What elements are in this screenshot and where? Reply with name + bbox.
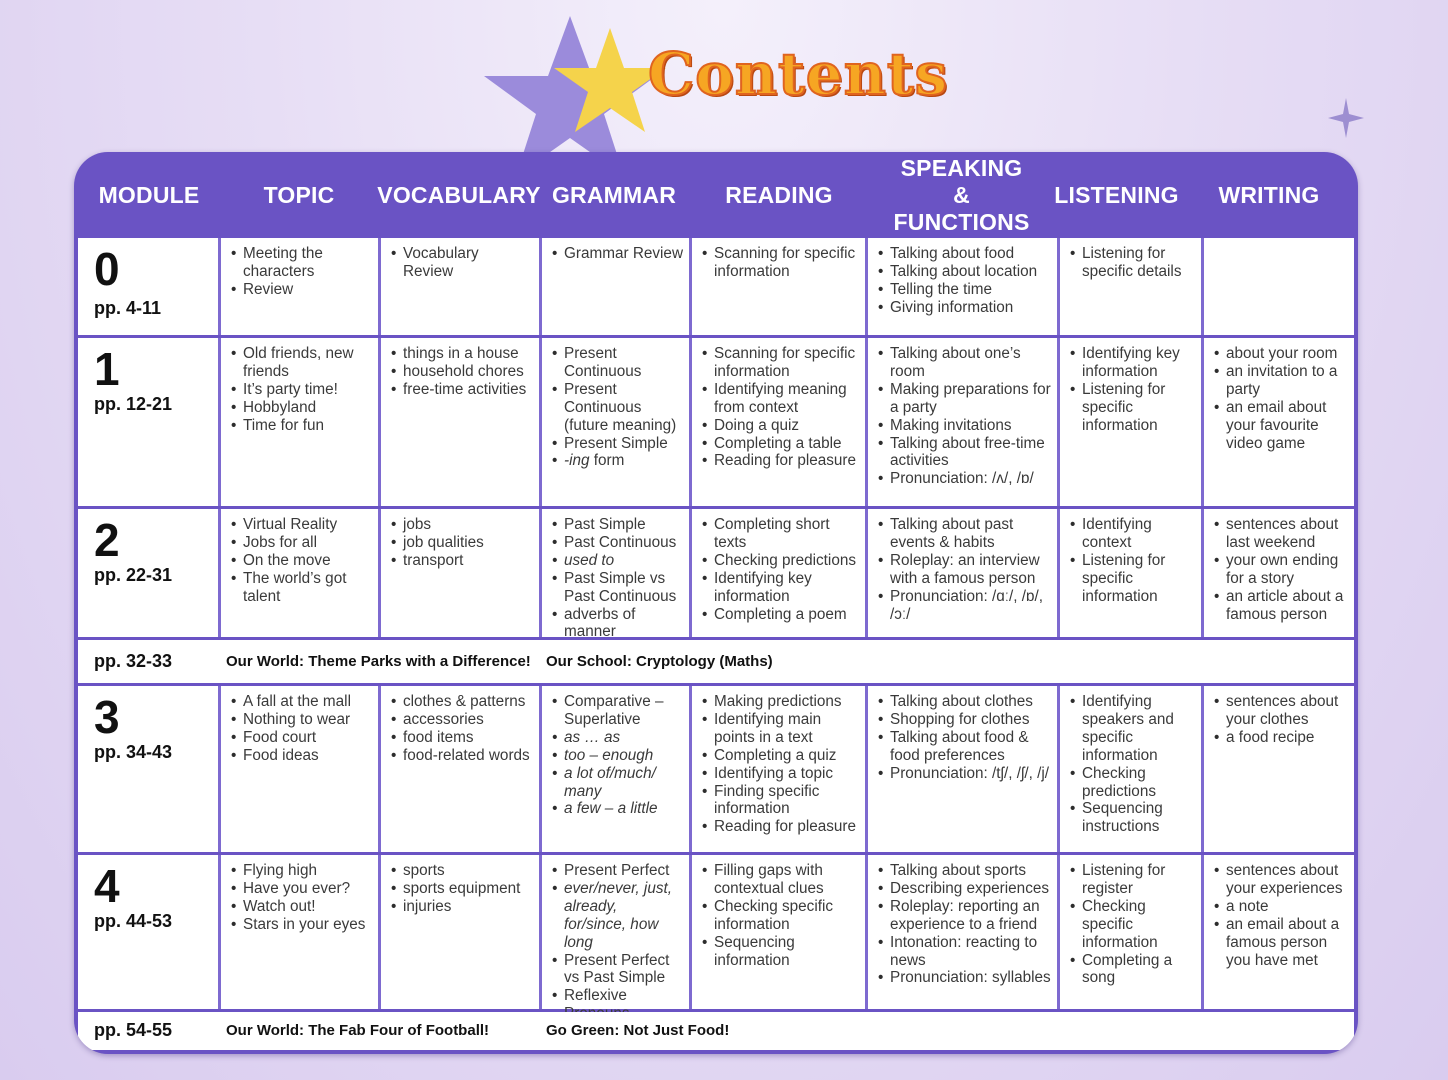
list-item: • Completing a table: [704, 435, 859, 453]
topic-cell: [221, 338, 381, 506]
speaking-cell: [868, 509, 1060, 637]
module-number: 0: [94, 243, 120, 295]
reading-list: [692, 693, 859, 836]
writing-cell: [1204, 338, 1354, 506]
list-item: • Hobbyland: [233, 399, 372, 417]
writing-cell: [1204, 509, 1354, 637]
listening-list: [1060, 345, 1195, 435]
list-item: • used to: [554, 552, 683, 570]
list-item: • Present Perfect vs Past Simple: [554, 952, 683, 988]
module-pages: pp. 44-53: [94, 911, 173, 931]
grammar-cell: [542, 509, 692, 641]
list-item: • Talking about one’s room: [880, 345, 1051, 381]
writing-list: [1204, 516, 1348, 623]
writing-list: [1204, 693, 1348, 747]
topic-list: [221, 516, 372, 606]
listening-list: [1060, 693, 1195, 836]
list-item: • a food recipe: [1216, 729, 1348, 747]
reading-cell: [692, 686, 868, 852]
list-item: • Talking about location: [880, 263, 1051, 281]
page-title: Contents: [648, 40, 949, 108]
list-item: • free-time activities: [393, 381, 533, 399]
list-item: • an invitation to a party: [1216, 363, 1348, 399]
grammar-list: [542, 245, 683, 263]
module-number: 1: [94, 343, 120, 395]
list-item: • Completing a poem: [704, 606, 859, 624]
list-item: • On the move: [233, 552, 372, 570]
list-item: • Present Perfect: [554, 862, 683, 880]
list-item: • Talking about past events & habits: [880, 516, 1051, 552]
speaking-cell: [868, 238, 1060, 335]
speaking-list: [868, 345, 1051, 488]
module-cell: [78, 238, 221, 335]
reading-cell: [692, 338, 868, 506]
list-item: • a few – a little: [554, 800, 683, 818]
list-item: • Completing a quiz: [704, 747, 859, 765]
list-item: • jobs: [393, 516, 533, 534]
list-item: • Identifying context: [1072, 516, 1195, 552]
list-item: • A fall at the mall: [233, 693, 372, 711]
listening-list: [1060, 516, 1195, 606]
list-item: • sports: [393, 862, 533, 880]
list-item: • Talking about free-time activities: [880, 435, 1051, 471]
speaking-list: [868, 862, 1051, 987]
list-item: • Talking about sports: [880, 862, 1051, 880]
header-topic: TOPIC: [263, 181, 335, 208]
list-item: • Have you ever?: [233, 880, 372, 898]
list-item: • Scanning for specific information: [704, 245, 859, 281]
list-item: • Watch out!: [233, 898, 372, 916]
extra-row: [78, 640, 1354, 683]
vocabulary-list: [381, 245, 533, 281]
speaking-cell: [868, 686, 1060, 852]
module-pages: pp. 22-31: [94, 565, 173, 585]
vocabulary-list: [381, 693, 533, 765]
list-item: • Talking about food: [880, 245, 1051, 263]
list-item: • Stars in your eyes: [233, 916, 372, 934]
topic-list: [221, 245, 372, 299]
module-cell: [78, 855, 221, 1009]
reading-list: [692, 516, 859, 623]
list-item: • Filling gaps with contextual clues: [704, 862, 859, 898]
list-item: • Checking predictions: [1072, 765, 1195, 801]
list-item: • ever/never, just, already, for/since, how long: [554, 880, 683, 952]
list-item: • transport: [393, 552, 533, 570]
module-row-2: [78, 509, 1354, 641]
list-item: • Telling the time: [880, 281, 1051, 299]
list-item: • Making preparations for a party: [880, 381, 1051, 417]
list-item: • Old friends, new friends: [233, 345, 372, 381]
grammar-list: [542, 693, 683, 818]
vocabulary-cell: [381, 238, 542, 335]
topic-cell: [221, 855, 381, 1009]
list-item: • Sequencing information: [704, 934, 859, 970]
list-item: • Grammar Review: [554, 245, 683, 263]
list-item: • Sequencing instructions: [1072, 800, 1195, 836]
list-item: • Comparative – Superlative: [554, 693, 683, 729]
extra-row: [78, 1012, 1354, 1050]
list-item: • Making invitations: [880, 417, 1051, 435]
header-listening: LISTENING: [1054, 181, 1179, 208]
list-item: • sentences about your clothes: [1216, 693, 1348, 729]
list-item: • Food ideas: [233, 747, 372, 765]
vocabulary-cell: [381, 855, 542, 1009]
list-item: • Intonation: reacting to news: [880, 934, 1051, 970]
list-item: • a lot of/much/ many: [554, 765, 683, 801]
vocabulary-list: [381, 345, 533, 399]
header-vocabulary: VOCABULARY: [377, 181, 541, 208]
list-item: • -ing form: [554, 452, 683, 470]
writing-list: [1204, 345, 1348, 452]
list-item: • job qualities: [393, 534, 533, 552]
module-cell: [78, 509, 221, 637]
reading-cell: [692, 509, 868, 637]
extra-item: Our World: Theme Parks with a Difference!: [226, 652, 531, 670]
list-item: • Review: [233, 281, 372, 299]
header-grammar: GRAMMAR: [551, 181, 677, 208]
list-item: • Checking predictions: [704, 552, 859, 570]
reading-list: [692, 862, 859, 969]
header-module: MODULE: [98, 181, 200, 208]
header-speaking: SPEAKING & FUNCTIONS: [893, 154, 1030, 235]
grammar-cell: [542, 855, 692, 1009]
module-pages: pp. 12-21: [94, 394, 173, 414]
writing-cell: [1204, 238, 1354, 335]
list-item: • accessories: [393, 711, 533, 729]
list-item: • Making predictions: [704, 693, 859, 711]
topic-cell: [221, 686, 381, 852]
module-number: 3: [94, 691, 120, 743]
reading-cell: [692, 238, 868, 335]
list-item: • a note: [1216, 898, 1348, 916]
reading-cell: [692, 855, 868, 1009]
list-item: • Meeting the characters: [233, 245, 372, 281]
list-item: • Doing a quiz: [704, 417, 859, 435]
header-writing: WRITING: [1218, 181, 1320, 208]
writing-list: [1204, 862, 1348, 969]
listening-cell: [1060, 509, 1204, 637]
list-item: • Shopping for clothes: [880, 711, 1051, 729]
topic-list: [221, 345, 372, 435]
extra-item: Our School: Cryptology (Maths): [546, 652, 773, 670]
list-item: • your own ending for a story: [1216, 552, 1348, 588]
list-item: • Present Simple: [554, 435, 683, 453]
listening-list: [1060, 245, 1195, 281]
listening-cell: [1060, 338, 1204, 506]
extra-pages: pp. 32-33: [94, 650, 173, 671]
list-item: • things in a house: [393, 345, 533, 363]
list-item: • Pronunciation: syllables: [880, 969, 1051, 987]
vocabulary-list: [381, 862, 533, 916]
list-item: • Talking about clothes: [880, 693, 1051, 711]
list-item: • Listening for specific information: [1072, 381, 1195, 435]
topic-list: [221, 862, 372, 934]
grammar-cell: [542, 338, 692, 506]
extra-pages: pp. 54-55: [94, 1020, 173, 1040]
grammar-list: [542, 862, 683, 1023]
list-item: • Roleplay: an interview with a famous person: [880, 552, 1051, 588]
vocabulary-cell: [381, 686, 542, 852]
extra-item: Go Green: Not Just Food!: [546, 1022, 730, 1039]
list-item: • sports equipment: [393, 880, 533, 898]
module-row-3: [78, 686, 1354, 852]
list-item: • Completing a song: [1072, 952, 1195, 988]
listening-cell: [1060, 686, 1204, 852]
list-item: • too – enough: [554, 747, 683, 765]
speaking-list: [868, 516, 1051, 623]
list-item: • an email about a famous person you have met: [1216, 916, 1348, 970]
listening-list: [1060, 862, 1195, 987]
list-item: • Roleplay: reporting an experience to a friend: [880, 898, 1051, 934]
list-item: • Identifying speakers and specific information: [1072, 693, 1195, 765]
list-item: • Pronunciation: /ɑː/, /ɒ/, /ɔː/: [880, 588, 1051, 624]
listening-cell: [1060, 855, 1204, 1009]
list-item: • an email about your favourite video game: [1216, 399, 1348, 453]
list-item: • food items: [393, 729, 533, 747]
list-item: • Listening for specific details: [1072, 245, 1195, 281]
list-item: • Identifying key information: [704, 570, 859, 606]
list-item: • Scanning for specific information: [704, 345, 859, 381]
module-pages: pp. 34-43: [94, 742, 173, 762]
list-item: • Nothing to wear: [233, 711, 372, 729]
list-item: • Reading for pleasure: [704, 452, 859, 470]
module-number: 2: [94, 514, 120, 566]
speaking-list: [868, 245, 1051, 317]
speaking-list: [868, 693, 1051, 783]
module-row-0: [78, 238, 1354, 335]
module-number: 4: [94, 860, 120, 912]
list-item: • injuries: [393, 898, 533, 916]
list-item: • Present Continuous: [554, 345, 683, 381]
vocabulary-cell: [381, 338, 542, 506]
list-item: • Pronunciation: /tʃ/, /ʃ/, /j/: [880, 765, 1051, 783]
list-item: • Past Simple: [554, 516, 683, 534]
speaking-cell: [868, 338, 1060, 506]
list-item: • Identifying a topic: [704, 765, 859, 783]
list-item: • about your room: [1216, 345, 1348, 363]
module-row-1: [78, 338, 1354, 506]
list-item: • Present Continuous (future meaning): [554, 381, 683, 435]
contents-table: [74, 152, 1358, 1054]
list-item: • Listening for specific information: [1072, 552, 1195, 606]
list-item: • Identifying main points in a text: [704, 711, 859, 747]
reading-list: [692, 345, 859, 470]
topic-cell: [221, 509, 381, 637]
list-item: • Describing experiences: [880, 880, 1051, 898]
list-item: • Vocabulary Review: [393, 245, 533, 281]
writing-cell: [1204, 686, 1354, 852]
list-item: • Identifying key information: [1072, 345, 1195, 381]
list-item: • Time for fun: [233, 417, 372, 435]
list-item: • Past Continuous: [554, 534, 683, 552]
module-pages: pp. 4-11: [94, 298, 162, 318]
list-item: • Giving information: [880, 299, 1051, 317]
list-item: • sentences about your experiences: [1216, 862, 1348, 898]
topic-cell: [221, 238, 381, 335]
vocabulary-list: [381, 516, 533, 570]
grammar-list: [542, 516, 683, 641]
list-item: • Food court: [233, 729, 372, 747]
list-item: • Flying high: [233, 862, 372, 880]
list-item: • Identifying meaning from context: [704, 381, 859, 417]
listening-cell: [1060, 238, 1204, 335]
list-item: • Virtual Reality: [233, 516, 372, 534]
list-item: • It’s party time!: [233, 381, 372, 399]
list-item: • Jobs for all: [233, 534, 372, 552]
list-item: • Pronunciation: /ʌ/, /ɒ/: [880, 470, 1051, 488]
list-item: • Checking specific information: [1072, 898, 1195, 952]
list-item: • Reading for pleasure: [704, 818, 859, 836]
list-item: • Finding specific information: [704, 783, 859, 819]
module-cell: [78, 686, 221, 852]
grammar-list: [542, 345, 683, 470]
writing-cell: [1204, 855, 1354, 1009]
list-item: • Reflexive: [554, 987, 683, 1023]
vocabulary-cell: [381, 509, 542, 637]
speaking-cell: [868, 855, 1060, 1009]
list-item: • as … as: [554, 729, 683, 747]
sparkle-icon: [1326, 96, 1366, 140]
list-item: • Checking specific information: [704, 898, 859, 934]
reading-list: [692, 245, 859, 281]
topic-list: [221, 693, 372, 765]
grammar-cell: [542, 238, 692, 335]
extra-item: Our World: The Fab Four of Football!: [226, 1022, 490, 1039]
list-item: • household chores: [393, 363, 533, 381]
header-reading: READING: [725, 181, 833, 208]
list-item: • an article about a famous person: [1216, 588, 1348, 624]
list-item: • Completing short texts: [704, 516, 859, 552]
list-item: • food-related words: [393, 747, 533, 765]
list-item: • sentences about last weekend: [1216, 516, 1348, 552]
module-row-4: [78, 855, 1354, 1009]
table-body: [74, 152, 1358, 1054]
list-item: • adverbs of manner: [554, 606, 683, 642]
list-item: • Listening for register: [1072, 862, 1195, 898]
list-item: • The world’s got talent: [233, 570, 372, 606]
list-item: • Talking about food & food preferences: [880, 729, 1051, 765]
list-item: • Past Simple vs Past Continuous: [554, 570, 683, 606]
list-item: • clothes & patterns: [393, 693, 533, 711]
grammar-cell: [542, 686, 692, 852]
module-cell: [78, 338, 221, 506]
